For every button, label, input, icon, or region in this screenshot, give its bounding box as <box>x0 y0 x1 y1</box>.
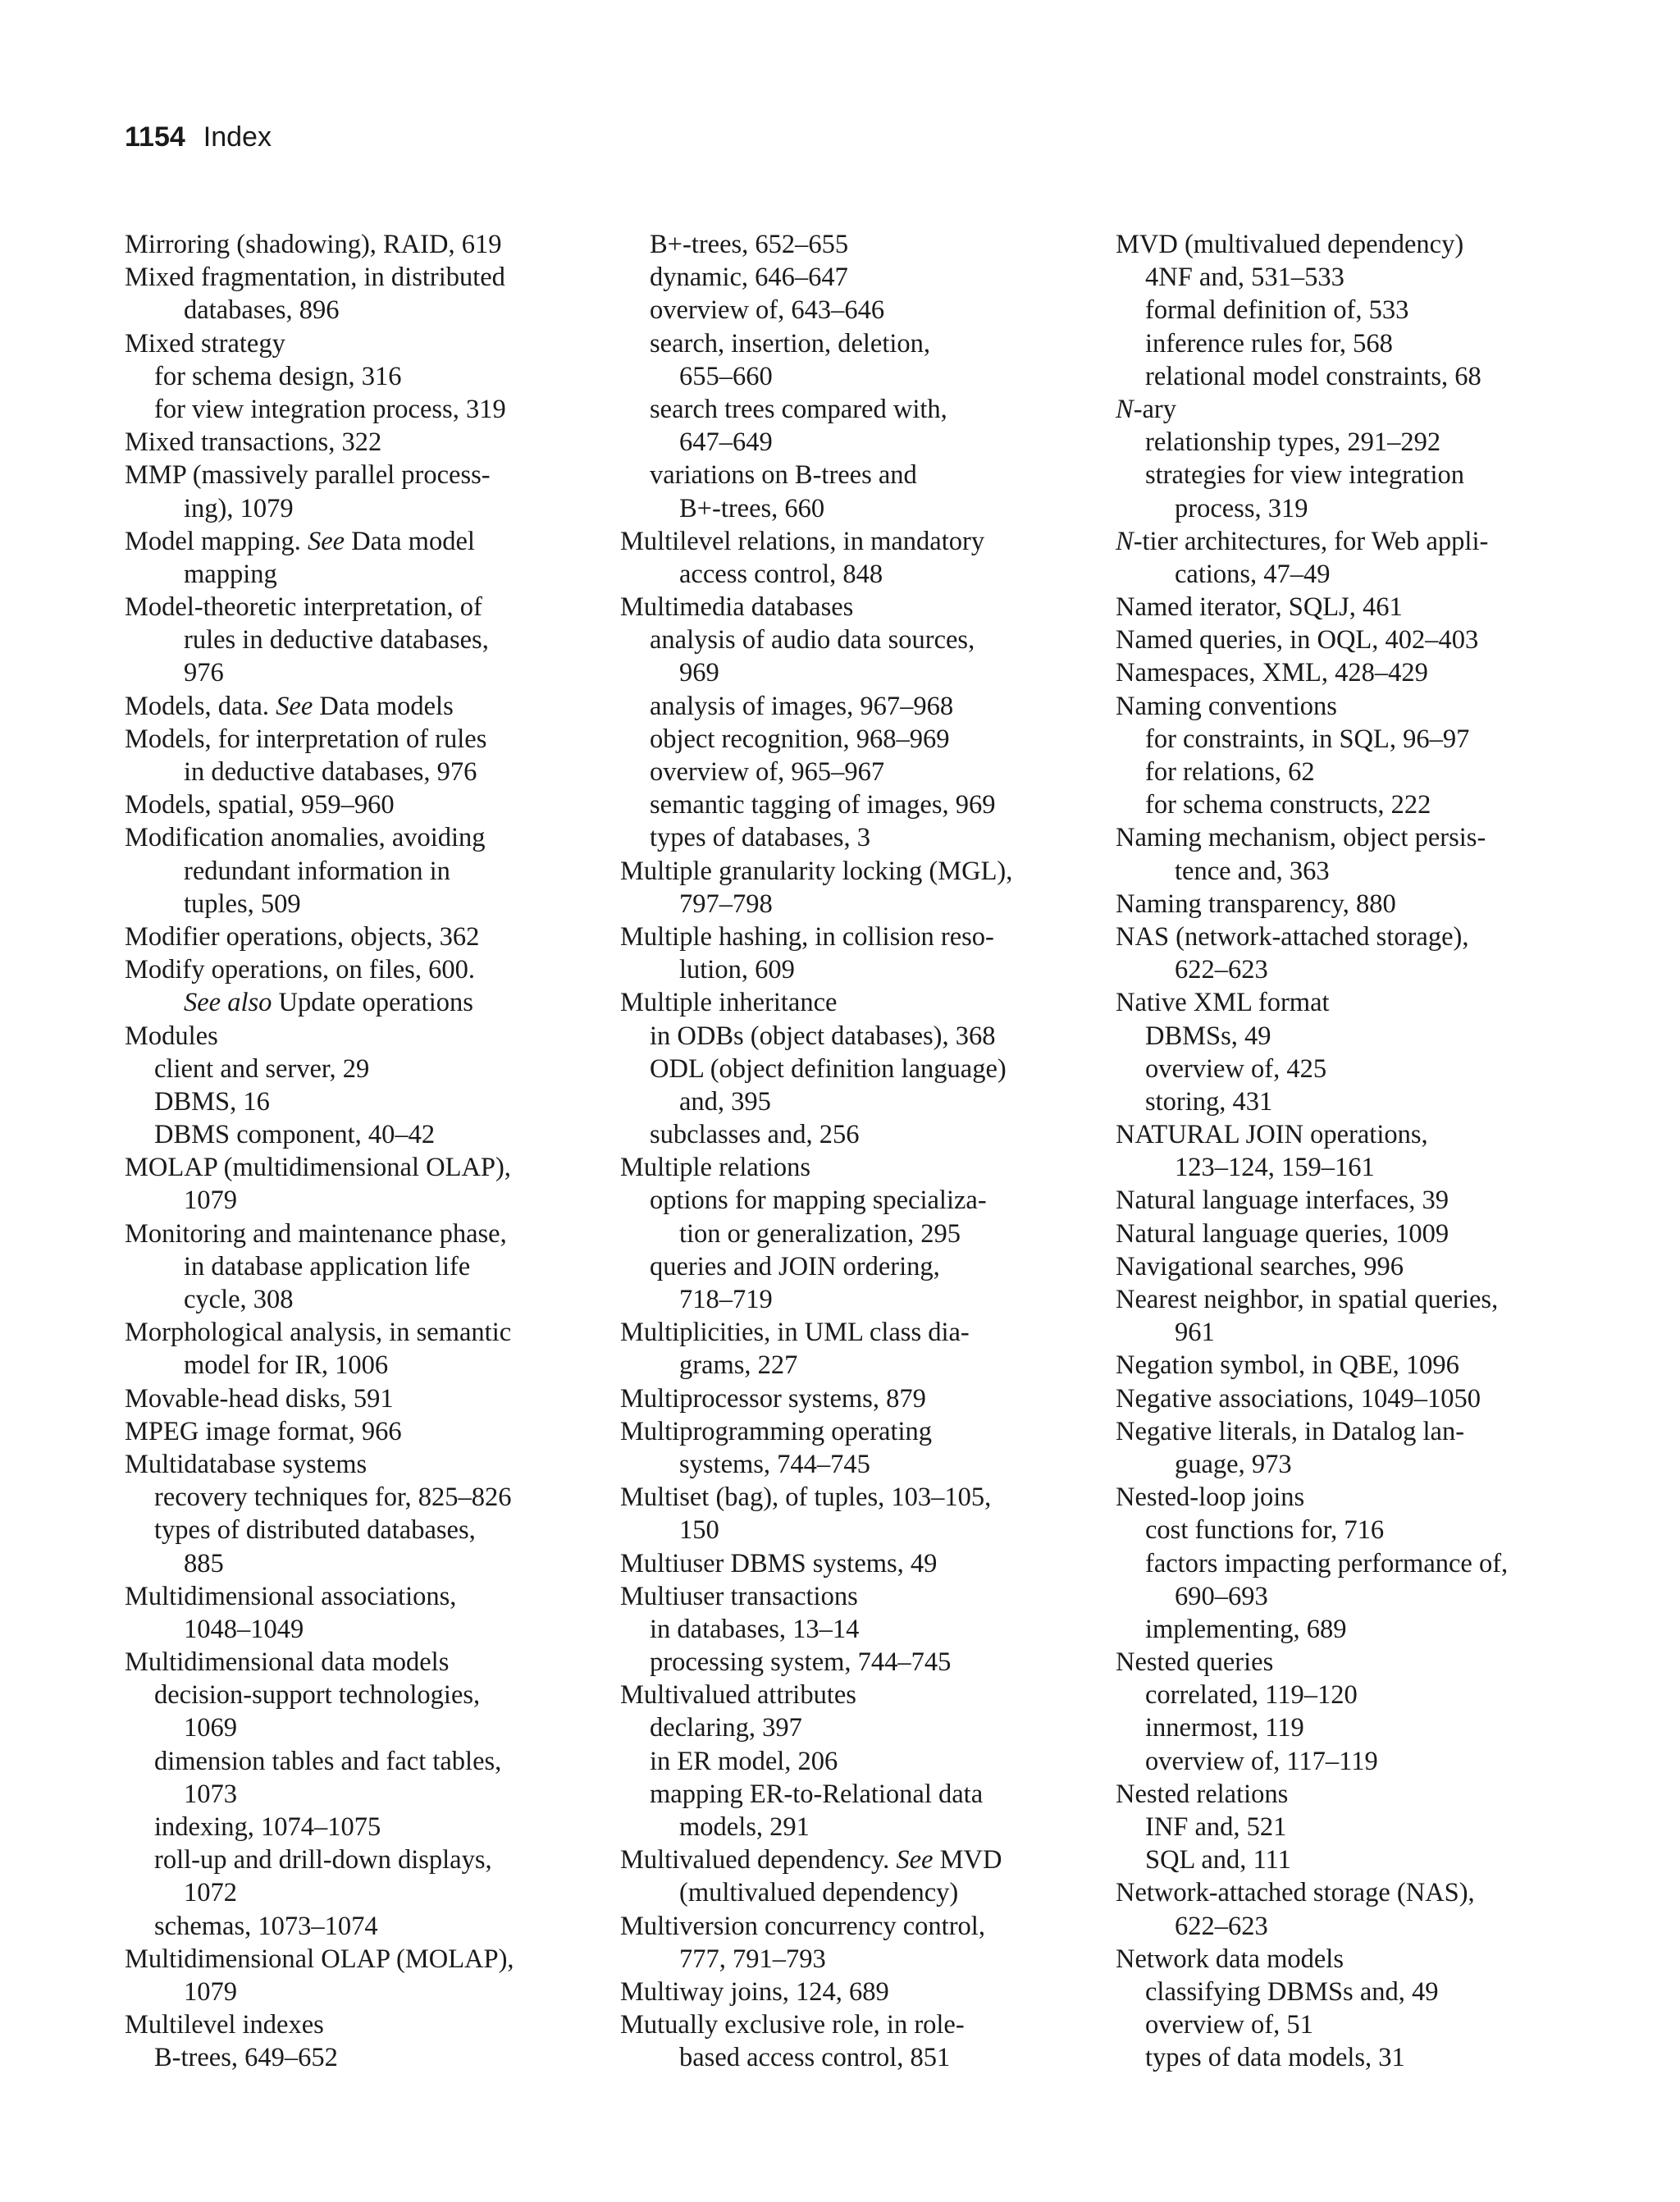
index-subentry: cost functions for, 716 <box>1145 1515 1385 1546</box>
index-entry: Multiple hashing, in collision reso- <box>620 921 994 952</box>
index-entry: Multiprogramming operating <box>620 1416 933 1446</box>
index-subentry: B+-trees, 652–655 <box>650 230 849 259</box>
index-entry: Negative associations, 1049–1050 <box>1116 1383 1481 1414</box>
index-subentry: variations on B-trees and <box>650 460 917 491</box>
index-continuation: and, 395 <box>679 1086 771 1117</box>
index-subentry: indexing, 1074–1075 <box>154 1812 381 1842</box>
index-continuation: grams, 227 <box>679 1350 798 1381</box>
index-entry: Naming mechanism, object persis- <box>1116 823 1486 853</box>
index-subentry: mapping ER-to-Relational data <box>650 1779 984 1809</box>
index-entry: Multiversion concurrency control, <box>620 1911 985 1941</box>
index-entry: MVD (multivalued dependency) <box>1116 230 1464 259</box>
index-entry: Multiset (bag), of tuples, 103–105, <box>620 1482 992 1513</box>
index-continuation: 718–719 <box>679 1285 773 1314</box>
index-continuation: 1072 <box>184 1878 237 1908</box>
index-continuation: 961 <box>1175 1318 1215 1348</box>
page-number: 1154 <box>125 121 185 153</box>
index-entry: Model mapping. See Data model <box>125 526 475 556</box>
index-continuation: 1079 <box>184 1186 237 1216</box>
index-continuation: databases, 896 <box>184 295 340 326</box>
index-subentry: relationship types, 291–292 <box>1145 427 1441 458</box>
index-entry: MPEG image format, 966 <box>125 1416 402 1446</box>
index-subentry: declaring, 397 <box>650 1713 802 1743</box>
index-subentry: object recognition, 968–969 <box>650 724 950 754</box>
index-continuation: 976 <box>184 658 224 688</box>
index-subentry: formal definition of, 533 <box>1145 295 1409 326</box>
index-continuation: tuples, 509 <box>184 889 301 919</box>
index-continuation: 622–623 <box>1175 1911 1268 1941</box>
index-continuation: 647–649 <box>679 427 773 458</box>
index-continuation: cycle, 308 <box>184 1285 294 1314</box>
index-subentry: for schema constructs, 222 <box>1145 790 1431 820</box>
index-entry: Named queries, in OQL, 402–403 <box>1116 625 1479 656</box>
index-entry: Multidimensional data models <box>125 1647 450 1678</box>
index-subentry: in databases, 13–14 <box>650 1614 860 1644</box>
index-continuation: 1079 <box>184 1976 237 2007</box>
index-entry: Network data models <box>1116 1944 1344 1974</box>
index-continuation: tion or generalization, 295 <box>679 1218 961 1249</box>
index-subentry: queries and JOIN ordering, <box>650 1251 940 1281</box>
index-entry: Mixed fragmentation, in distributed <box>125 263 505 293</box>
index-entry: Multiprocessor systems, 879 <box>620 1383 926 1414</box>
index-entry: Mixed strategy <box>125 328 285 359</box>
index-entry: Named iterator, SQLJ, 461 <box>1116 592 1403 623</box>
index-entry: Multiway joins, 124, 689 <box>620 1976 889 2007</box>
index-continuation: (multivalued dependency) <box>679 1878 959 1908</box>
index-continuation: in database application life <box>184 1251 471 1281</box>
index-entry: Modules <box>125 1021 218 1051</box>
index-entry: Multiuser transactions <box>620 1581 858 1611</box>
index-continuation: redundant information in <box>184 856 450 886</box>
index-subentry: in ER model, 206 <box>650 1746 838 1776</box>
index-subentry: analysis of images, 967–968 <box>650 691 954 721</box>
index-entry: Namespaces, XML, 428–429 <box>1116 658 1428 688</box>
index-subentry: types of data models, 31 <box>1145 2043 1405 2073</box>
index-continuation: guage, 973 <box>1175 1449 1292 1479</box>
index-entry: Models, for interpretation of rules <box>125 724 487 754</box>
index-subentry: implementing, 689 <box>1145 1614 1347 1644</box>
index-entry: Negation symbol, in QBE, 1096 <box>1116 1350 1459 1381</box>
index-entry: Multidatabase systems <box>125 1449 368 1479</box>
index-subentry: innermost, 119 <box>1145 1713 1304 1743</box>
page-title: Index <box>203 121 272 153</box>
index-entry: Multiplicities, in UML class dia- <box>620 1318 970 1348</box>
index-entry: Nested-loop joins <box>1116 1482 1305 1513</box>
index-continuation: model for IR, 1006 <box>184 1350 389 1381</box>
index-continuation: 1073 <box>184 1779 237 1809</box>
index-subentry: recovery techniques for, 825–826 <box>154 1482 512 1513</box>
index-entry: Multilevel relations, in mandatory <box>620 526 985 556</box>
index-continuation: 1048–1049 <box>184 1614 304 1644</box>
index-continuation: 690–693 <box>1175 1581 1268 1611</box>
index-entry: Modifier operations, objects, 362 <box>125 921 480 952</box>
index-column-2 <box>620 228 1080 2075</box>
index-continuation: ing), 1079 <box>184 493 294 523</box>
index-subentry: overview of, 965–967 <box>650 757 885 787</box>
index-subentry: inference rules for, 568 <box>1145 328 1393 359</box>
index-continuation: tence and, 363 <box>1175 856 1330 886</box>
index-entry: NATURAL JOIN operations, <box>1116 1120 1428 1150</box>
index-subentry: types of databases, 3 <box>650 823 870 853</box>
index-subentry: semantic tagging of images, 969 <box>650 790 996 820</box>
index-subentry: SQL and, 111 <box>1145 1845 1291 1875</box>
index-continuation: access control, 848 <box>679 559 883 589</box>
index-subentry: relational model constraints, 68 <box>1145 361 1481 391</box>
index-subentry: for relations, 62 <box>1145 757 1315 787</box>
index-subentry: INF and, 521 <box>1145 1812 1287 1842</box>
index-subentry: for view integration process, 319 <box>154 394 506 424</box>
index-entry: Multidimensional OLAP (MOLAP), <box>125 1944 514 1974</box>
index-subentry: types of distributed databases, <box>154 1515 476 1546</box>
index-entry: Nearest neighbor, in spatial queries, <box>1116 1285 1499 1314</box>
index-entry: Models, spatial, 959–960 <box>125 790 395 820</box>
index-subentry: overview of, 643–646 <box>650 295 885 326</box>
index-entry: Multivalued dependency. See MVD <box>620 1845 1002 1875</box>
index-entry: Network-attached storage (NAS), <box>1116 1878 1475 1908</box>
page-header <box>125 116 272 158</box>
index-entry: Modify operations, on files, 600. <box>125 955 475 985</box>
index-subentry: dynamic, 646–647 <box>650 263 848 293</box>
index-entry: Movable-head disks, 591 <box>125 1383 394 1414</box>
index-continuation: models, 291 <box>679 1812 810 1842</box>
index-subentry: in ODBs (object databases), 368 <box>650 1021 996 1051</box>
index-subentry: overview of, 51 <box>1145 2010 1313 2040</box>
index-entry: Mutually exclusive role, in role- <box>620 2010 965 2040</box>
index-column-1 <box>125 228 584 2075</box>
index-entry: N-tier architectures, for Web appli- <box>1116 526 1489 556</box>
index-subentry: DBMSs, 49 <box>1145 1021 1271 1051</box>
index-continuation: lution, 609 <box>679 955 795 985</box>
index-continuation: cations, 47–49 <box>1175 559 1331 589</box>
index-entry: Navigational searches, 996 <box>1116 1251 1404 1281</box>
index-continuation: 1069 <box>184 1713 237 1743</box>
index-subentry: overview of, 425 <box>1145 1053 1327 1084</box>
index-entry: MOLAP (multidimensional OLAP), <box>125 1153 511 1183</box>
index-subentry: processing system, 744–745 <box>650 1647 952 1678</box>
index-entry: Multimedia databases <box>620 592 854 623</box>
index-entry: NAS (network-attached storage), <box>1116 921 1469 952</box>
index-entry: Multiple relations <box>620 1153 810 1183</box>
index-subentry: roll-up and drill-down displays, <box>154 1845 492 1875</box>
index-continuation: mapping <box>184 559 277 589</box>
index-subentry: schemas, 1073–1074 <box>154 1911 378 1941</box>
index-entry: Naming conventions <box>1116 691 1337 721</box>
index-continuation: in deductive databases, 976 <box>184 757 477 787</box>
index-entry: Multiple granularity locking (MGL), <box>620 856 1013 886</box>
index-subentry: search trees compared with, <box>650 394 947 424</box>
index-subentry: for schema design, 316 <box>154 361 402 391</box>
index-subentry: B-trees, 649–652 <box>154 2043 338 2073</box>
index-entry: Monitoring and maintenance phase, <box>125 1218 507 1249</box>
index-continuation: 797–798 <box>679 889 773 919</box>
index-entry: Mirroring (shadowing), RAID, 619 <box>125 230 502 259</box>
index-continuation: based access control, 851 <box>679 2043 951 2073</box>
index-subentry: classifying DBMSs and, 49 <box>1145 1976 1439 2007</box>
index-subentry: analysis of audio data sources, <box>650 625 975 656</box>
index-subentry: 4NF and, 531–533 <box>1145 263 1344 293</box>
index-entry: N-ary <box>1116 394 1177 424</box>
index-entry: Multiuser DBMS systems, 49 <box>620 1548 938 1578</box>
index-continuation: systems, 744–745 <box>679 1449 870 1479</box>
index-subentry: options for mapping specializa- <box>650 1186 987 1216</box>
index-subentry: DBMS, 16 <box>154 1086 270 1117</box>
index-entry: Naming transparency, 880 <box>1116 889 1396 919</box>
index-entry: MMP (massively parallel process- <box>125 460 491 491</box>
index-subentry: subclasses and, 256 <box>650 1120 860 1150</box>
index-entry: Multilevel indexes <box>125 2010 324 2040</box>
index-continuation: 655–660 <box>679 361 773 391</box>
index-subentry: overview of, 117–119 <box>1145 1746 1378 1776</box>
index-subentry: strategies for view integration <box>1145 460 1464 491</box>
index-subentry: client and server, 29 <box>154 1053 370 1084</box>
index-entry: Multivalued attributes <box>620 1680 856 1711</box>
index-subentry: storing, 431 <box>1145 1086 1273 1117</box>
index-subentry: search, insertion, deletion, <box>650 328 931 359</box>
index-continuation: process, 319 <box>1175 493 1308 523</box>
index-entry: Modification anomalies, avoiding <box>125 823 486 853</box>
index-entry: Nested relations <box>1116 1779 1289 1809</box>
index-entry: Mixed transactions, 322 <box>125 427 382 458</box>
index-subentry: factors impacting performance of, <box>1145 1548 1509 1578</box>
index-entry: Multidimensional associations, <box>125 1581 457 1611</box>
index-entry: Models, data. See Data models <box>125 691 454 721</box>
index-entry: Nested queries <box>1116 1647 1274 1678</box>
index-entry: Natural language queries, 1009 <box>1116 1218 1449 1249</box>
index-entry: Negative literals, in Datalog lan- <box>1116 1416 1465 1446</box>
index-subentry: DBMS component, 40–42 <box>154 1120 436 1150</box>
index-continuation: See also Update operations <box>184 988 473 1018</box>
index-continuation: B+-trees, 660 <box>679 493 825 523</box>
index-continuation: rules in deductive databases, <box>184 625 489 656</box>
index-subentry: ODL (object definition language) <box>650 1053 1007 1084</box>
index-entry: Natural language interfaces, 39 <box>1116 1186 1449 1216</box>
index-entry: Morphological analysis, in semantic <box>125 1318 512 1348</box>
index-entry: Model-theoretic interpretation, of <box>125 592 482 623</box>
index-subentry: decision-support technologies, <box>154 1680 481 1711</box>
index-continuation: 969 <box>679 658 719 688</box>
index-entry: Native XML format <box>1116 988 1330 1018</box>
index-column-3 <box>1116 228 1608 2075</box>
index-subentry: dimension tables and fact tables, <box>154 1746 502 1776</box>
index-subentry: for constraints, in SQL, 96–97 <box>1145 724 1470 754</box>
index-subentry: correlated, 119–120 <box>1145 1680 1358 1711</box>
index-continuation: 777, 791–793 <box>679 1944 826 1974</box>
index-continuation: 123–124, 159–161 <box>1175 1153 1375 1183</box>
index-continuation: 622–623 <box>1175 955 1268 985</box>
index-entry: Multiple inheritance <box>620 988 838 1018</box>
index-continuation: 885 <box>184 1548 224 1578</box>
index-continuation: 150 <box>679 1515 719 1546</box>
